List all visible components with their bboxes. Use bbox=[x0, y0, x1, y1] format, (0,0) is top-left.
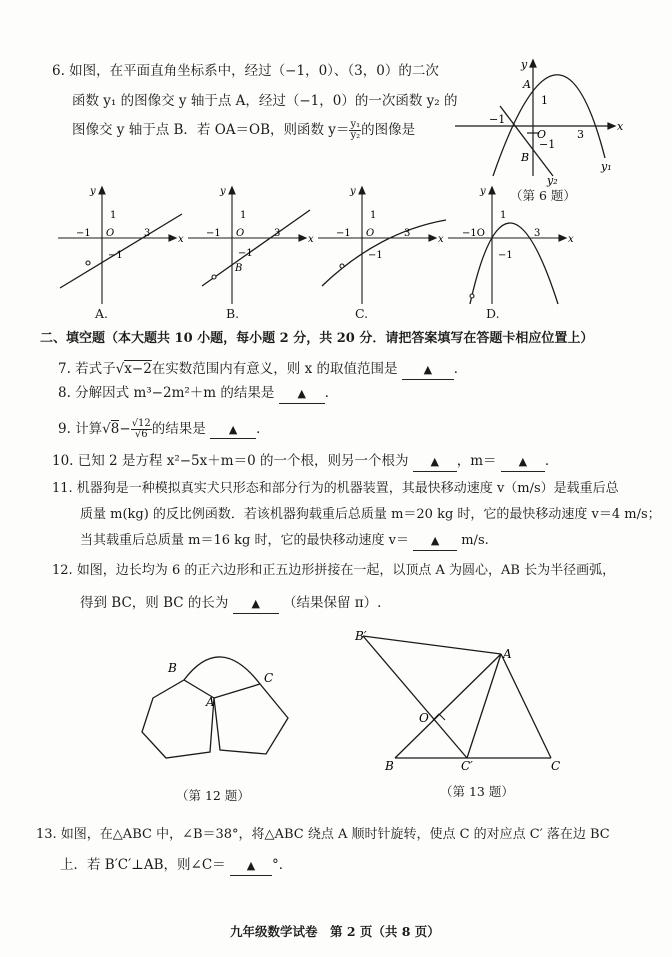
q13-label-Cp: C′ bbox=[461, 759, 473, 773]
q12-label-A: A bbox=[206, 695, 215, 709]
q9-pre: 9. 计算 bbox=[58, 421, 103, 437]
q13-label-C: C bbox=[551, 759, 561, 773]
optD-neg1O: −1O bbox=[462, 228, 485, 239]
q11-line1: 11. 机器狗是一种模拟真实犬只形态和部分行为的机器装置，其最快移动速度 v（m/s）是载重后总 bbox=[52, 481, 619, 496]
q6-x-arrow bbox=[608, 123, 615, 129]
optC-3: 3 bbox=[404, 228, 411, 239]
q8-answer-blank: ▲ bbox=[279, 385, 325, 404]
q12-hexagon bbox=[142, 680, 214, 758]
q10-pre: 10. 已知 2 是方程 x²−5x＋m＝0 的一个根，则另一个根为 bbox=[52, 453, 409, 469]
q13-figure bbox=[355, 629, 575, 773]
q8-text: 8. 分解因式 m³−2m²＋m 的结果是 bbox=[58, 385, 275, 401]
q11-line3 bbox=[80, 532, 489, 551]
q12-line2-post: （结果保留 π）. bbox=[282, 595, 382, 611]
q7-answer-blank: ▲ bbox=[402, 361, 454, 380]
q13-line2 bbox=[60, 856, 292, 876]
optC-neg1y: −1 bbox=[368, 250, 383, 261]
q6-option-D-label: D. bbox=[486, 306, 500, 321]
optC-x: x bbox=[438, 234, 444, 245]
q6-option-D-graph bbox=[448, 182, 578, 307]
q13-line2-pre: 上．若 B′C′⊥AB，则∠C＝ bbox=[60, 857, 226, 873]
q11-line3-pre: 当其载重后总质量 m＝16 kg 时，它的最快移动速度 v＝ bbox=[80, 533, 409, 548]
optA-neg1y: −1 bbox=[108, 250, 123, 261]
q12-label-C: C bbox=[264, 671, 274, 685]
q6-option-B-label: B. bbox=[226, 306, 240, 321]
q6-y-label: y bbox=[521, 58, 528, 71]
q10-mid: ，m＝ bbox=[456, 453, 497, 469]
q11-answer-blank: ▲ bbox=[413, 532, 457, 551]
q11-line3-post: m/s. bbox=[461, 533, 489, 548]
q12-pentagon bbox=[214, 684, 288, 754]
q6-tick-neg1-y: −1 bbox=[539, 138, 556, 151]
optC-O: O bbox=[366, 228, 375, 239]
q6-fraction bbox=[349, 120, 361, 141]
q6-parabola-y1 bbox=[493, 75, 605, 176]
q12-line2-pre: 得到 BC，则 BC 的长为 bbox=[80, 595, 229, 611]
optC-neg1: −1 bbox=[336, 228, 351, 239]
optA-3: 3 bbox=[144, 228, 151, 239]
optD-x: x bbox=[568, 234, 574, 245]
q13-line1: 13. 如图，在△ABC 中，∠B＝38°，将△ABC 绕点 A 顺时针旋转，使点 C 的对应点 C′ 落在边 BC bbox=[36, 827, 610, 842]
q6-x-label: x bbox=[617, 120, 624, 133]
optA-y: y bbox=[90, 186, 96, 197]
page-footer: 九年级数学试卷 第 2 页（共 8 页） bbox=[230, 924, 440, 939]
q9-sqrt8: 8 bbox=[110, 421, 120, 437]
optA-x: x bbox=[178, 234, 184, 245]
q6-option-C-label: C. bbox=[355, 306, 369, 321]
q6-line3-pre: 图像交 y 轴于点 B．若 OA＝OB，则函数 y＝ bbox=[72, 122, 350, 138]
q12-figure bbox=[138, 650, 308, 760]
optB-O: O bbox=[236, 228, 245, 239]
optB-3: 3 bbox=[274, 228, 281, 239]
optD-1: 1 bbox=[500, 210, 507, 221]
q6-line3 bbox=[72, 120, 415, 141]
q7-pre: 7. 若式子 bbox=[58, 361, 116, 377]
q13-figure-caption: （第 13 题） bbox=[440, 784, 514, 799]
q7: 7. 若式子√x−2在实数范围内有意义，则 x 的取值范围是 ▲ ． bbox=[58, 360, 467, 380]
q12-label-B: B bbox=[168, 661, 177, 675]
q10-answer-blank-1: ▲ bbox=[413, 453, 457, 472]
optD-y: y bbox=[480, 186, 486, 197]
q13-AB bbox=[395, 654, 501, 758]
q6-figure-caption: （第 6 题） bbox=[510, 188, 576, 203]
optA-O: O bbox=[106, 228, 115, 239]
q7-end: ． bbox=[453, 361, 468, 377]
q6-option-C-graph bbox=[318, 182, 448, 307]
optD-3: 3 bbox=[534, 228, 541, 239]
q7-radicand: x−2 bbox=[124, 361, 152, 377]
q6-option-A-label: A. bbox=[95, 306, 109, 321]
q13-label-Bp: B′ bbox=[355, 629, 367, 643]
q13-BpCp bbox=[363, 636, 467, 758]
section2-header: 二、填空题（本大题共 10 小题，每小题 2 分，共 20 分．请把答案填写在答题卡相应位置上） bbox=[40, 331, 594, 346]
q6-point-B: B bbox=[521, 151, 530, 164]
q10-answer-blank-2: ▲ bbox=[501, 453, 545, 472]
q6-label-y1: y₁ bbox=[601, 160, 612, 173]
q6-tick-3: 3 bbox=[577, 128, 584, 141]
q6-tick-neg1: −1 bbox=[489, 113, 506, 126]
q9-end: ． bbox=[256, 421, 270, 437]
optA-neg1: −1 bbox=[76, 228, 91, 239]
q9-fraction bbox=[131, 419, 152, 440]
q13-AC bbox=[501, 654, 551, 758]
q9-answer-blank: ▲ bbox=[210, 422, 256, 439]
q13-label-A: A bbox=[503, 647, 512, 661]
q7-post: 在实数范围内有意义，则 x 的取值范围是 bbox=[151, 361, 398, 377]
q13-ACp bbox=[467, 654, 501, 758]
optB-neg1: −1 bbox=[206, 228, 221, 239]
optB-y: y bbox=[220, 186, 226, 197]
q9-frac-den: √6 bbox=[134, 429, 148, 440]
optA-1: 1 bbox=[110, 210, 117, 221]
q10-end: ． bbox=[544, 453, 559, 469]
q6-line3-post: 的图像是 bbox=[361, 122, 416, 138]
q6-frac-den: y₂ bbox=[350, 130, 361, 141]
q12-answer-blank: ▲ bbox=[233, 595, 279, 614]
q6-option-A-graph bbox=[58, 182, 188, 307]
q8-end: ． bbox=[324, 385, 339, 401]
q12-line2 bbox=[80, 594, 381, 614]
q6-label-y2: y₂ bbox=[547, 174, 558, 187]
q6-point-A: A bbox=[523, 78, 531, 91]
q6-line2: 函数 y₁ 的图像交 y 轴于点 A，经过（−1，0）的一次函数 y₂ 的 bbox=[72, 93, 458, 109]
q13-label-B: B bbox=[385, 759, 394, 773]
q9-post: 的结果是 bbox=[151, 421, 206, 437]
q12-figure-caption: （第 12 题） bbox=[176, 788, 250, 803]
q6-y-arrow bbox=[530, 60, 536, 67]
q6-line1: 6. 如图，在平面直角坐标系中，经过（−1，0）、（3，0）的二次 bbox=[52, 63, 439, 79]
q11-line2: 质量 m(kg) 的反比例函数．若该机器狗载重后总质量 m＝20 kg 时，它的最快移动速度 v＝4 m/s； bbox=[80, 507, 661, 522]
optB-1: 1 bbox=[240, 210, 247, 221]
optC-1: 1 bbox=[370, 210, 377, 221]
q13-AB-prime bbox=[363, 636, 501, 654]
q12-line1: 12. 如图，边长均为 6 的正六边形和正五边形拼接在一起，以顶点 A 为圆心，AB 长为半径画弧， bbox=[52, 563, 616, 578]
optD-neg1y: −1 bbox=[498, 250, 513, 261]
q9: 9. 计算√8− $\frac{√12}{√6}$ 的结果是 ▲ ． bbox=[58, 418, 270, 440]
q8 bbox=[58, 384, 338, 404]
optB-neg1y: −1 bbox=[238, 248, 253, 259]
q13-label-O: O bbox=[419, 711, 429, 725]
q6-frac-num: y₁ bbox=[350, 119, 361, 130]
q9-frac-num: √12 bbox=[131, 418, 151, 429]
q13-line2-post: °． bbox=[271, 857, 293, 873]
q6-figure bbox=[455, 58, 625, 187]
optC-y: y bbox=[350, 186, 356, 197]
q12-arc bbox=[184, 657, 260, 684]
optB-B: B bbox=[235, 263, 243, 274]
q6-tick-1: 1 bbox=[541, 94, 548, 107]
optB-x: x bbox=[308, 234, 314, 245]
q13-answer-blank: ▲ bbox=[230, 857, 272, 876]
q10 bbox=[52, 452, 558, 472]
q6-option-B-graph bbox=[188, 182, 318, 307]
q6-origin: O bbox=[537, 128, 547, 141]
